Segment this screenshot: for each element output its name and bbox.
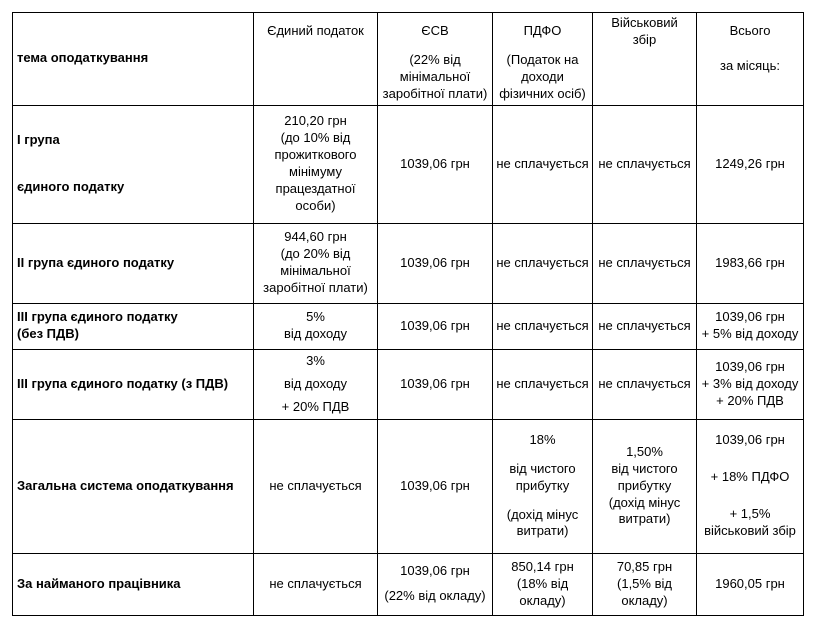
table-row <box>13 105 804 223</box>
table-row <box>13 223 804 303</box>
header-esv-label: ЄСВ <box>421 23 449 38</box>
cell-text: військовий збір <box>704 522 796 538</box>
cell-text: (дохід мінус <box>608 494 681 510</box>
row-pdfo <box>493 223 593 303</box>
header-esv-note: заробітної плати) <box>382 85 488 101</box>
row-pdfo <box>493 553 593 615</box>
row-total <box>697 349 804 419</box>
cell-text: від доходу <box>283 326 348 342</box>
row-topic-text: Загальна система оподаткування <box>17 477 234 493</box>
cell-text: (1,5% від <box>617 575 672 591</box>
table-row <box>13 349 804 419</box>
cell-text: не сплачується <box>496 317 589 333</box>
header-military-label: Військовий <box>611 15 678 30</box>
row-topic <box>13 349 254 419</box>
cell-text: прожиткового <box>274 147 357 163</box>
cell-text: (22% від окладу) <box>384 588 486 604</box>
cell-text: працездатної <box>275 180 356 196</box>
header-pdfo-note: (Податок на <box>506 51 579 67</box>
row-esv <box>378 105 493 223</box>
header-topic <box>13 13 254 106</box>
row-topic-text: За найманого працівника <box>17 575 181 591</box>
tax-comparison-table <box>12 12 804 616</box>
row-total <box>697 105 804 223</box>
row-topic <box>13 553 254 615</box>
cell-text: 1039,06 грн <box>400 254 470 270</box>
cell-text: 210,20 грн <box>284 113 347 129</box>
cell-text: (дохід мінус <box>506 506 579 522</box>
cell-text: 850,14 грн <box>511 558 574 574</box>
row-esv <box>378 553 493 615</box>
cell-text: від чистого <box>611 460 678 476</box>
cell-text: 70,85 грн <box>616 558 673 574</box>
cell-text: окладу) <box>621 592 668 608</box>
row-military <box>593 349 697 419</box>
row-military <box>593 223 697 303</box>
header-single-tax-label: Єдиний податок <box>267 23 364 38</box>
header-military <box>593 13 697 106</box>
header-esv-note: (22% від <box>409 51 461 67</box>
cell-text: + 1,5% <box>729 506 771 522</box>
cell-text: окладу) <box>519 592 566 608</box>
cell-text: 1039,06 грн <box>715 309 785 325</box>
row-topic <box>13 223 254 303</box>
cell-text: не сплачується <box>598 317 691 333</box>
cell-text: від чистого <box>509 460 576 476</box>
header-total-label: Всього <box>729 23 771 38</box>
cell-text: + 18% ПДФО <box>710 469 790 485</box>
cell-text: 1249,26 грн <box>715 155 785 171</box>
row-total <box>697 223 804 303</box>
cell-text: + 3% від доходу <box>701 375 799 391</box>
cell-text: 1039,06 грн <box>400 155 470 171</box>
row-total <box>697 303 804 349</box>
header-esv <box>378 13 493 106</box>
cell-text: (18% від <box>516 575 569 591</box>
table-row <box>13 419 804 553</box>
row-total <box>697 419 804 553</box>
row-topic-text: III група єдиного податку <box>17 309 178 325</box>
row-military <box>593 105 697 223</box>
cell-text: від доходу <box>283 375 348 391</box>
row-topic-text: єдиного податку <box>17 179 125 195</box>
row-esv <box>378 419 493 553</box>
cell-text: заробітної плати) <box>263 279 368 295</box>
cell-text: не сплачується <box>269 575 362 591</box>
row-pdfo <box>493 349 593 419</box>
cell-text: + 20% ПДВ <box>716 392 784 408</box>
cell-text: прибутку <box>617 477 672 493</box>
header-topic-label: тема оподаткування <box>17 50 149 66</box>
row-esv <box>378 303 493 349</box>
cell-text: 1039,06 грн <box>400 477 470 493</box>
cell-text: мінімуму <box>289 164 342 180</box>
table-row <box>13 303 804 349</box>
cell-text: 1039,06 грн <box>400 563 470 579</box>
cell-text: не сплачується <box>269 477 362 493</box>
cell-text: 5% <box>306 309 325 325</box>
cell-text: 1039,06 грн <box>400 375 470 391</box>
row-total <box>697 553 804 615</box>
row-topic-text: I група <box>17 132 60 148</box>
cell-text: 1039,06 грн <box>715 432 785 448</box>
row-single-tax <box>254 105 378 223</box>
row-topic-text: III група єдиного податку (з ПДВ) <box>17 375 229 391</box>
row-single-tax <box>254 303 378 349</box>
cell-text: 1983,66 грн <box>715 254 785 270</box>
row-single-tax <box>254 553 378 615</box>
row-esv <box>378 223 493 303</box>
cell-text: мінімальної <box>280 263 351 279</box>
header-pdfo-note: доходи <box>521 68 564 84</box>
row-military <box>593 419 697 553</box>
cell-text: 18% <box>529 431 556 447</box>
row-topic <box>13 303 254 349</box>
row-single-tax <box>254 349 378 419</box>
header-pdfo-label: ПДФО <box>523 23 562 38</box>
table-row <box>13 553 804 615</box>
cell-text: не сплачується <box>598 155 691 171</box>
cell-text: (до 20% від <box>280 246 351 262</box>
row-single-tax <box>254 223 378 303</box>
cell-text: витрати) <box>516 523 569 539</box>
row-single-tax <box>254 419 378 553</box>
header-row <box>13 13 804 106</box>
cell-text: прибутку <box>515 477 570 493</box>
cell-text: 944,60 грн <box>284 229 347 245</box>
header-total-note: за місяць: <box>720 57 780 73</box>
cell-text: витрати) <box>618 511 671 527</box>
row-topic-text: (без ПДВ) <box>17 326 79 342</box>
row-military <box>593 553 697 615</box>
row-topic <box>13 419 254 553</box>
cell-text: особи) <box>295 197 336 213</box>
header-military-label: збір <box>632 31 657 47</box>
header-pdfo <box>493 13 593 106</box>
row-pdfo <box>493 105 593 223</box>
cell-text: 1,50% <box>626 443 663 459</box>
cell-text: не сплачується <box>496 254 589 270</box>
row-pdfo <box>493 303 593 349</box>
row-topic <box>13 105 254 223</box>
cell-text: не сплачується <box>598 375 691 391</box>
row-topic-text: II група єдиного податку <box>17 254 175 270</box>
cell-text: + 20% ПДВ <box>281 398 350 414</box>
cell-text: 1039,06 грн <box>400 317 470 333</box>
header-single-tax <box>254 13 378 106</box>
header-total <box>697 13 804 106</box>
header-esv-note: мінімальної <box>399 68 471 84</box>
cell-text: + 5% від доходу <box>701 326 799 342</box>
cell-text: (до 10% від <box>280 130 351 146</box>
row-esv <box>378 349 493 419</box>
cell-text: не сплачується <box>496 155 589 171</box>
cell-text: не сплачується <box>496 375 589 391</box>
cell-text: 1039,06 грн <box>715 358 785 374</box>
header-pdfo-note: фізичних осіб) <box>499 85 586 101</box>
cell-text: не сплачується <box>598 254 691 270</box>
row-military <box>593 303 697 349</box>
cell-text: 3% <box>306 352 325 368</box>
cell-text: 1960,05 грн <box>715 575 785 591</box>
row-pdfo <box>493 419 593 553</box>
